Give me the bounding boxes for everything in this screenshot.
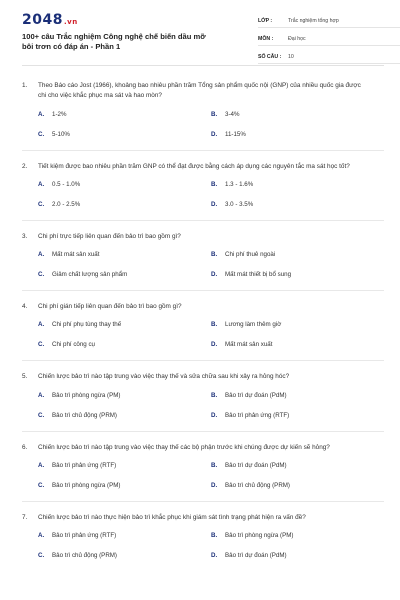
option-text: Bảo trì dự đoán (PdM) <box>225 391 287 399</box>
answer-option[interactable] <box>211 131 384 138</box>
divider <box>22 220 384 221</box>
question-item <box>22 81 384 138</box>
site-logo[interactable] <box>22 12 78 28</box>
answer-option[interactable] <box>38 271 211 278</box>
answer-options <box>22 181 384 208</box>
answer-option[interactable] <box>211 251 384 258</box>
logo-suffix: .vn <box>63 18 78 26</box>
answer-option[interactable] <box>38 111 211 118</box>
meta-info <box>258 14 400 68</box>
answer-option[interactable] <box>38 552 211 559</box>
option-key: C. <box>38 411 45 419</box>
question-number: 4. <box>22 303 28 310</box>
meta-label: SỐ CÂU : <box>258 53 282 60</box>
answer-option[interactable] <box>38 392 211 399</box>
question-item <box>22 513 384 559</box>
option-key: B. <box>211 180 218 188</box>
document-title: 100+ câu Trắc nghiệm Công nghệ chế biến dầu mỡ bôi trơn có đáp án - Phần 1 <box>22 32 206 52</box>
answer-options <box>22 251 384 278</box>
question-text: Chi phí gián tiếp liên quan đến bảo trì bao gồm gì? <box>38 303 182 310</box>
meta-value: Trắc nghiệm tổng hợp <box>288 17 339 24</box>
question-item <box>22 302 384 348</box>
option-key: D. <box>211 341 218 349</box>
option-key: C. <box>38 481 45 489</box>
answer-option[interactable] <box>211 392 384 399</box>
answer-option[interactable] <box>211 201 384 208</box>
option-text: Mất mát thiết bị bổ sung <box>225 271 292 278</box>
option-key: C. <box>38 130 45 138</box>
option-text: Bảo trì chủ động (PRM) <box>52 411 117 419</box>
option-text: Bảo trì dự đoán (PdM) <box>225 552 287 559</box>
option-text: Lương làm thêm giờ <box>225 321 282 329</box>
option-text: Bảo trì phòng ngừa (PM) <box>225 532 294 539</box>
option-key: B. <box>211 461 218 469</box>
question-number: 7. <box>22 513 28 521</box>
divider <box>22 501 384 502</box>
meta-label: MÔN : <box>258 35 274 42</box>
question-text-row <box>22 302 384 312</box>
meta-value: Đại học <box>288 35 306 42</box>
answer-option[interactable] <box>211 321 384 328</box>
option-key: D. <box>211 481 218 489</box>
question-text: Theo Báo cáo Jost (1966), khoảng bao nhiêu phần trăm Tổng sản phẩm quốc nội (GNP) của nhiều quốc gia được chi cho việc khắc phục ma sát và hao mòn? <box>38 82 361 100</box>
answer-option[interactable] <box>38 131 211 138</box>
answer-option[interactable] <box>38 532 211 539</box>
option-key: D. <box>211 130 218 138</box>
question-item <box>22 162 384 208</box>
question-number: 5. <box>22 373 28 381</box>
question-text: Chiến lược bảo trì nào tập trung vào việc thay thế các bộ phận trước khi chúng được dự kiến sẽ hỏng? <box>38 443 330 451</box>
answer-option[interactable] <box>211 462 384 469</box>
question-text-row <box>22 443 384 453</box>
option-text: Chi phí công cụ <box>52 341 95 349</box>
option-key: C. <box>38 271 45 278</box>
option-key: D. <box>211 200 218 208</box>
option-text: 1-2% <box>52 110 67 118</box>
option-text: Bảo trì chủ động (PRM) <box>52 552 117 559</box>
option-key: A. <box>38 391 45 399</box>
meta-row-subject <box>258 32 400 46</box>
option-key: B. <box>211 532 218 539</box>
divider <box>22 360 384 361</box>
answer-option[interactable] <box>38 341 211 348</box>
meta-label: LỚP : <box>258 17 273 24</box>
answer-option[interactable] <box>38 412 211 419</box>
option-text: Bảo trì phản ứng (RTF) <box>52 532 117 539</box>
option-key: B. <box>211 110 218 118</box>
option-key: B. <box>211 321 218 329</box>
option-text: 0.5 - 1.0% <box>52 180 81 188</box>
option-key: B. <box>211 251 218 258</box>
question-text-row <box>22 232 384 242</box>
divider <box>22 150 384 151</box>
option-text: Mất mát sản xuất <box>225 341 273 349</box>
question-text-row <box>22 372 384 382</box>
option-text: 2.0 - 2.5% <box>52 200 81 208</box>
option-text: Bảo trì phản ứng (RTF) <box>225 411 290 419</box>
option-text: Chi phí phụ tùng thay thế <box>52 321 122 329</box>
answer-options <box>22 321 384 348</box>
option-text: 11-15% <box>225 130 246 138</box>
option-text: Mất mát sản xuất <box>52 251 100 258</box>
question-item <box>22 443 384 489</box>
question-text-row <box>22 513 384 523</box>
option-key: B. <box>211 391 218 399</box>
option-text: Chi phí thuê ngoài <box>225 251 276 258</box>
divider <box>22 431 384 432</box>
option-text: Bảo trì chủ động (PRM) <box>225 481 290 489</box>
question-text: Chi phí trực tiếp liên quan đến bảo trì bao gồm gì? <box>38 232 181 240</box>
question-item <box>22 372 384 418</box>
answer-option[interactable] <box>211 341 384 348</box>
option-key: A. <box>38 110 45 118</box>
option-key: A. <box>38 321 45 329</box>
answer-option[interactable] <box>38 201 211 208</box>
question-text: Chiến lược bảo trì nào tập trung vào việc thay thế và sửa chữa sau khi xảy ra hỏng hóc? <box>38 373 290 381</box>
answer-option[interactable] <box>211 412 384 419</box>
answer-option[interactable] <box>211 111 384 118</box>
answer-option[interactable] <box>38 482 211 489</box>
meta-row-class <box>258 14 400 28</box>
answer-option[interactable] <box>211 532 384 539</box>
option-key: A. <box>38 251 45 258</box>
answer-option[interactable] <box>38 321 211 328</box>
option-key: D. <box>211 411 218 419</box>
answer-options <box>22 462 384 489</box>
option-text: Bảo trì phòng ngừa (PM) <box>52 391 121 399</box>
answer-options <box>22 392 384 419</box>
option-text: Bảo trì phản ứng (RTF) <box>52 461 117 469</box>
question-text: Tiết kiệm được bao nhiêu phần trăm GNP có thể đạt được bằng cách áp dụng các nguyên tắc ma sát học tốt? <box>38 162 350 170</box>
option-key: C. <box>38 341 45 349</box>
answer-option[interactable] <box>211 181 384 188</box>
option-key: A. <box>38 461 45 469</box>
question-number: 1. <box>22 82 28 89</box>
answer-option[interactable] <box>211 271 384 278</box>
option-text: 1.3 - 1.6% <box>225 180 254 188</box>
question-number: 2. <box>22 162 28 170</box>
answer-option[interactable] <box>38 181 211 188</box>
question-text-row <box>22 81 384 102</box>
question-item <box>22 232 384 278</box>
option-text: Bảo trì phòng ngừa (PM) <box>52 481 121 489</box>
option-key: A. <box>38 180 45 188</box>
divider <box>22 290 384 291</box>
question-text-row <box>22 162 384 172</box>
option-text: Giảm chất lượng sản phẩm <box>52 271 128 278</box>
answer-options <box>22 532 384 559</box>
meta-value: 10 <box>288 53 294 60</box>
option-key: C. <box>38 200 45 208</box>
question-number: 3. <box>22 232 28 240</box>
option-key: D. <box>211 271 218 278</box>
question-text: Chiến lược bảo trì nào thực hiện bảo trì khắc phục khi giám sát tình trạng phát hiện ra vấn đề? <box>38 513 306 521</box>
answer-option[interactable] <box>38 251 211 258</box>
answer-option[interactable] <box>211 482 384 489</box>
option-text: 5-10% <box>52 130 70 138</box>
meta-row-count <box>258 50 400 64</box>
question-number: 6. <box>22 443 28 451</box>
logo-text: 2048 <box>22 12 63 28</box>
option-text: Bảo trì dự đoán (PdM) <box>225 461 287 469</box>
option-text: 3.0 - 3.5% <box>225 200 254 208</box>
document-header <box>22 0 384 66</box>
option-key: C. <box>38 552 45 559</box>
answer-option[interactable] <box>211 552 384 559</box>
answer-options <box>22 111 384 138</box>
answer-option[interactable] <box>38 462 211 469</box>
question-list <box>22 66 384 559</box>
option-text: 3-4% <box>225 110 240 118</box>
option-key: A. <box>38 532 45 539</box>
option-key: D. <box>211 552 218 559</box>
